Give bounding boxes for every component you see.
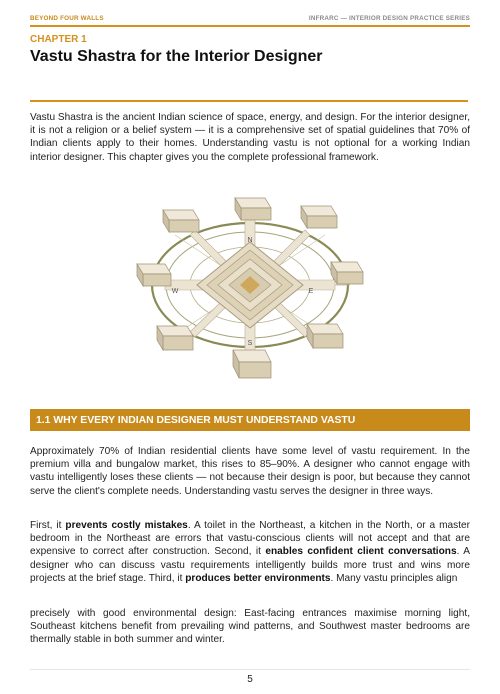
p2-text-1: First, it [30, 520, 66, 531]
section-heading: 1.1 WHY EVERY INDIAN DESIGNER MUST UNDERSTAND VASTU [36, 414, 356, 426]
chapter-label: CHAPTER 1 [30, 34, 87, 45]
p2-text-3: . A designer who can discuss vastu requirements intelligently builds more trust and wins more projects at the brief stage. Third, it [30, 546, 470, 584]
room-east [331, 262, 363, 284]
room-north [235, 198, 271, 220]
intro-paragraph: Vastu Shastra is the ancient Indian science of space, energy, and design. For the interior designer, it is not a religion or a belief system — it is a comprehensive set of spatial guidelines that 70% of Indian clients apply to their homes. Understanding vastu is not optional for a working Indian interior designer. This chapter gives you the complete professional framework. [30, 112, 470, 163]
body-paragraph-2 [30, 519, 470, 585]
room-west [137, 264, 171, 286]
room-northeast [301, 206, 337, 228]
room-south [233, 350, 271, 378]
page-number: 5 [247, 674, 253, 685]
p2-bold-3: produces better environments [185, 572, 331, 584]
body-paragraph-1: Approximately 70% of Indian residential clients have some level of vastu requirement. In the premium villa and bungalow market, this rises to 85–90%. A designer who cannot engage with vastu intelligently loses these clients — not because their design is poor, but because they cannot serve the client's complete needs. Understanding vastu serves the designer in three ways. [30, 446, 470, 497]
p2-text-4: . Many vastu principles align [330, 572, 458, 584]
header-rule [30, 25, 470, 27]
p2-bold-2: enables confident client conversations [265, 546, 457, 558]
series-title: INFRARC — INTERIOR DESIGN PRACTICE SERIES [308, 14, 470, 22]
title-rule [30, 100, 468, 102]
compass-north: N [247, 237, 253, 244]
body-paragraph-3: precisely with good environmental design: East-facing entrances maximise morning light, Southeast kitchens benefit from prevailing wind patterns, and Southwest master bedrooms are thermally stable in both summer and winter. [30, 608, 470, 646]
compass-south: S [247, 340, 253, 347]
room-northwest [163, 210, 199, 232]
p2-bold-1: prevents costly mistakes [65, 520, 188, 531]
section-heading-bar [30, 409, 470, 431]
footer-rule [30, 669, 470, 670]
room-southeast [307, 324, 343, 348]
compass-east: E [308, 288, 314, 295]
running-header [30, 11, 470, 25]
compass-west: W [171, 288, 179, 295]
p2-text-2: . A toilet in the Northeast, a kitchen in the North, or a master bedroom in the Northeast are errors that vastu-conscious clients will not accept and that are expensive to correct after construction. Second, it [30, 520, 470, 558]
chapter-title: Vastu Shastra for the Interior Designer [30, 48, 323, 65]
room-southwest [157, 326, 193, 350]
book-title: BEYOND FOUR WALLS [30, 14, 104, 22]
vastu-mandala-illustration [135, 180, 365, 395]
